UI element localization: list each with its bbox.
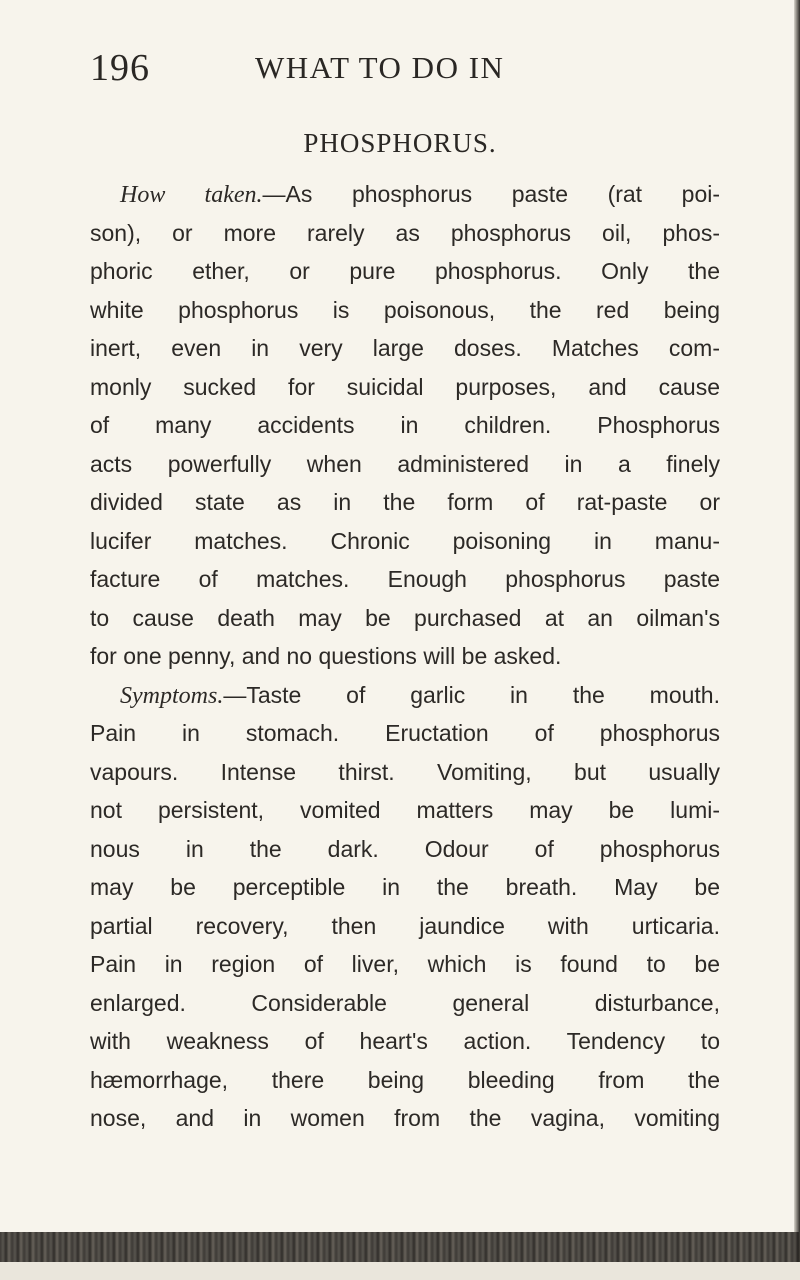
running-head <box>90 46 710 96</box>
text-line: son), or more rarely as phosphorus oil, phos- <box>90 219 720 246</box>
scan-bottom-margin <box>0 1262 800 1280</box>
how-taken-label: How taken. <box>120 182 263 208</box>
text-line: of many accidents in children. Phosphorus <box>90 412 720 438</box>
text-line: inert, even in very large doses. Matches com- <box>90 335 720 361</box>
text-line: divided state as in the form of rat-paste or <box>90 489 720 515</box>
text-line: monly sucked for suicidal purposes, and cause <box>90 373 720 400</box>
symptoms-label: Symptoms. <box>120 682 224 709</box>
text-line: lucifer matches. Chronic poisoning in manu- <box>90 527 720 554</box>
page-number: 196 <box>90 47 150 89</box>
text-line: acts powerfully when administered in a finely <box>90 450 720 477</box>
text-line: Pain in region of liver, which is found to be <box>90 951 720 977</box>
text-line: vapours. Intense thirst. Vomiting, but usually <box>90 758 720 785</box>
text-line: may be perceptible in the breath. May be <box>90 874 720 900</box>
text-line: facture of matches. Enough phosphorus paste <box>90 566 720 592</box>
text-line: white phosphorus is poisonous, the red being <box>90 296 720 323</box>
text-line: with weakness of heart's action. Tendency to <box>90 1028 720 1054</box>
text-line: to cause death may be purchased at an oilman's <box>90 604 720 631</box>
text-line: Symptoms.—Taste of garlic in the mouth. <box>120 681 720 709</box>
running-title: WHAT TO DO IN <box>255 50 505 85</box>
text-line: hæmorrhage, there being bleeding from the <box>90 1066 720 1093</box>
body-text <box>90 175 720 1138</box>
text-line: partial recovery, then jaundice with urticaria. <box>90 912 720 939</box>
text-line: nous in the dark. Odour of phosphorus <box>90 835 720 862</box>
text-line: phoric ether, or pure phosphorus. Only the <box>90 258 720 284</box>
text-line: enlarged. Considerable general disturbance, <box>90 989 720 1016</box>
text-line: Pain in stomach. Eructation of phosphorus <box>90 720 720 746</box>
scan-edge-band <box>0 1232 800 1262</box>
page-edge-shadow <box>794 0 800 1280</box>
text-line: not persistent, vomited matters may be lumi- <box>90 797 720 823</box>
section-heading: PHOSPHORUS. <box>303 128 497 158</box>
text-line: for one penny, and no questions will be asked. <box>90 643 562 669</box>
text-line: nose, and in women from the vagina, vomiting <box>90 1105 720 1131</box>
text-line: How taken.—As phosphorus paste (rat poi- <box>120 181 720 208</box>
